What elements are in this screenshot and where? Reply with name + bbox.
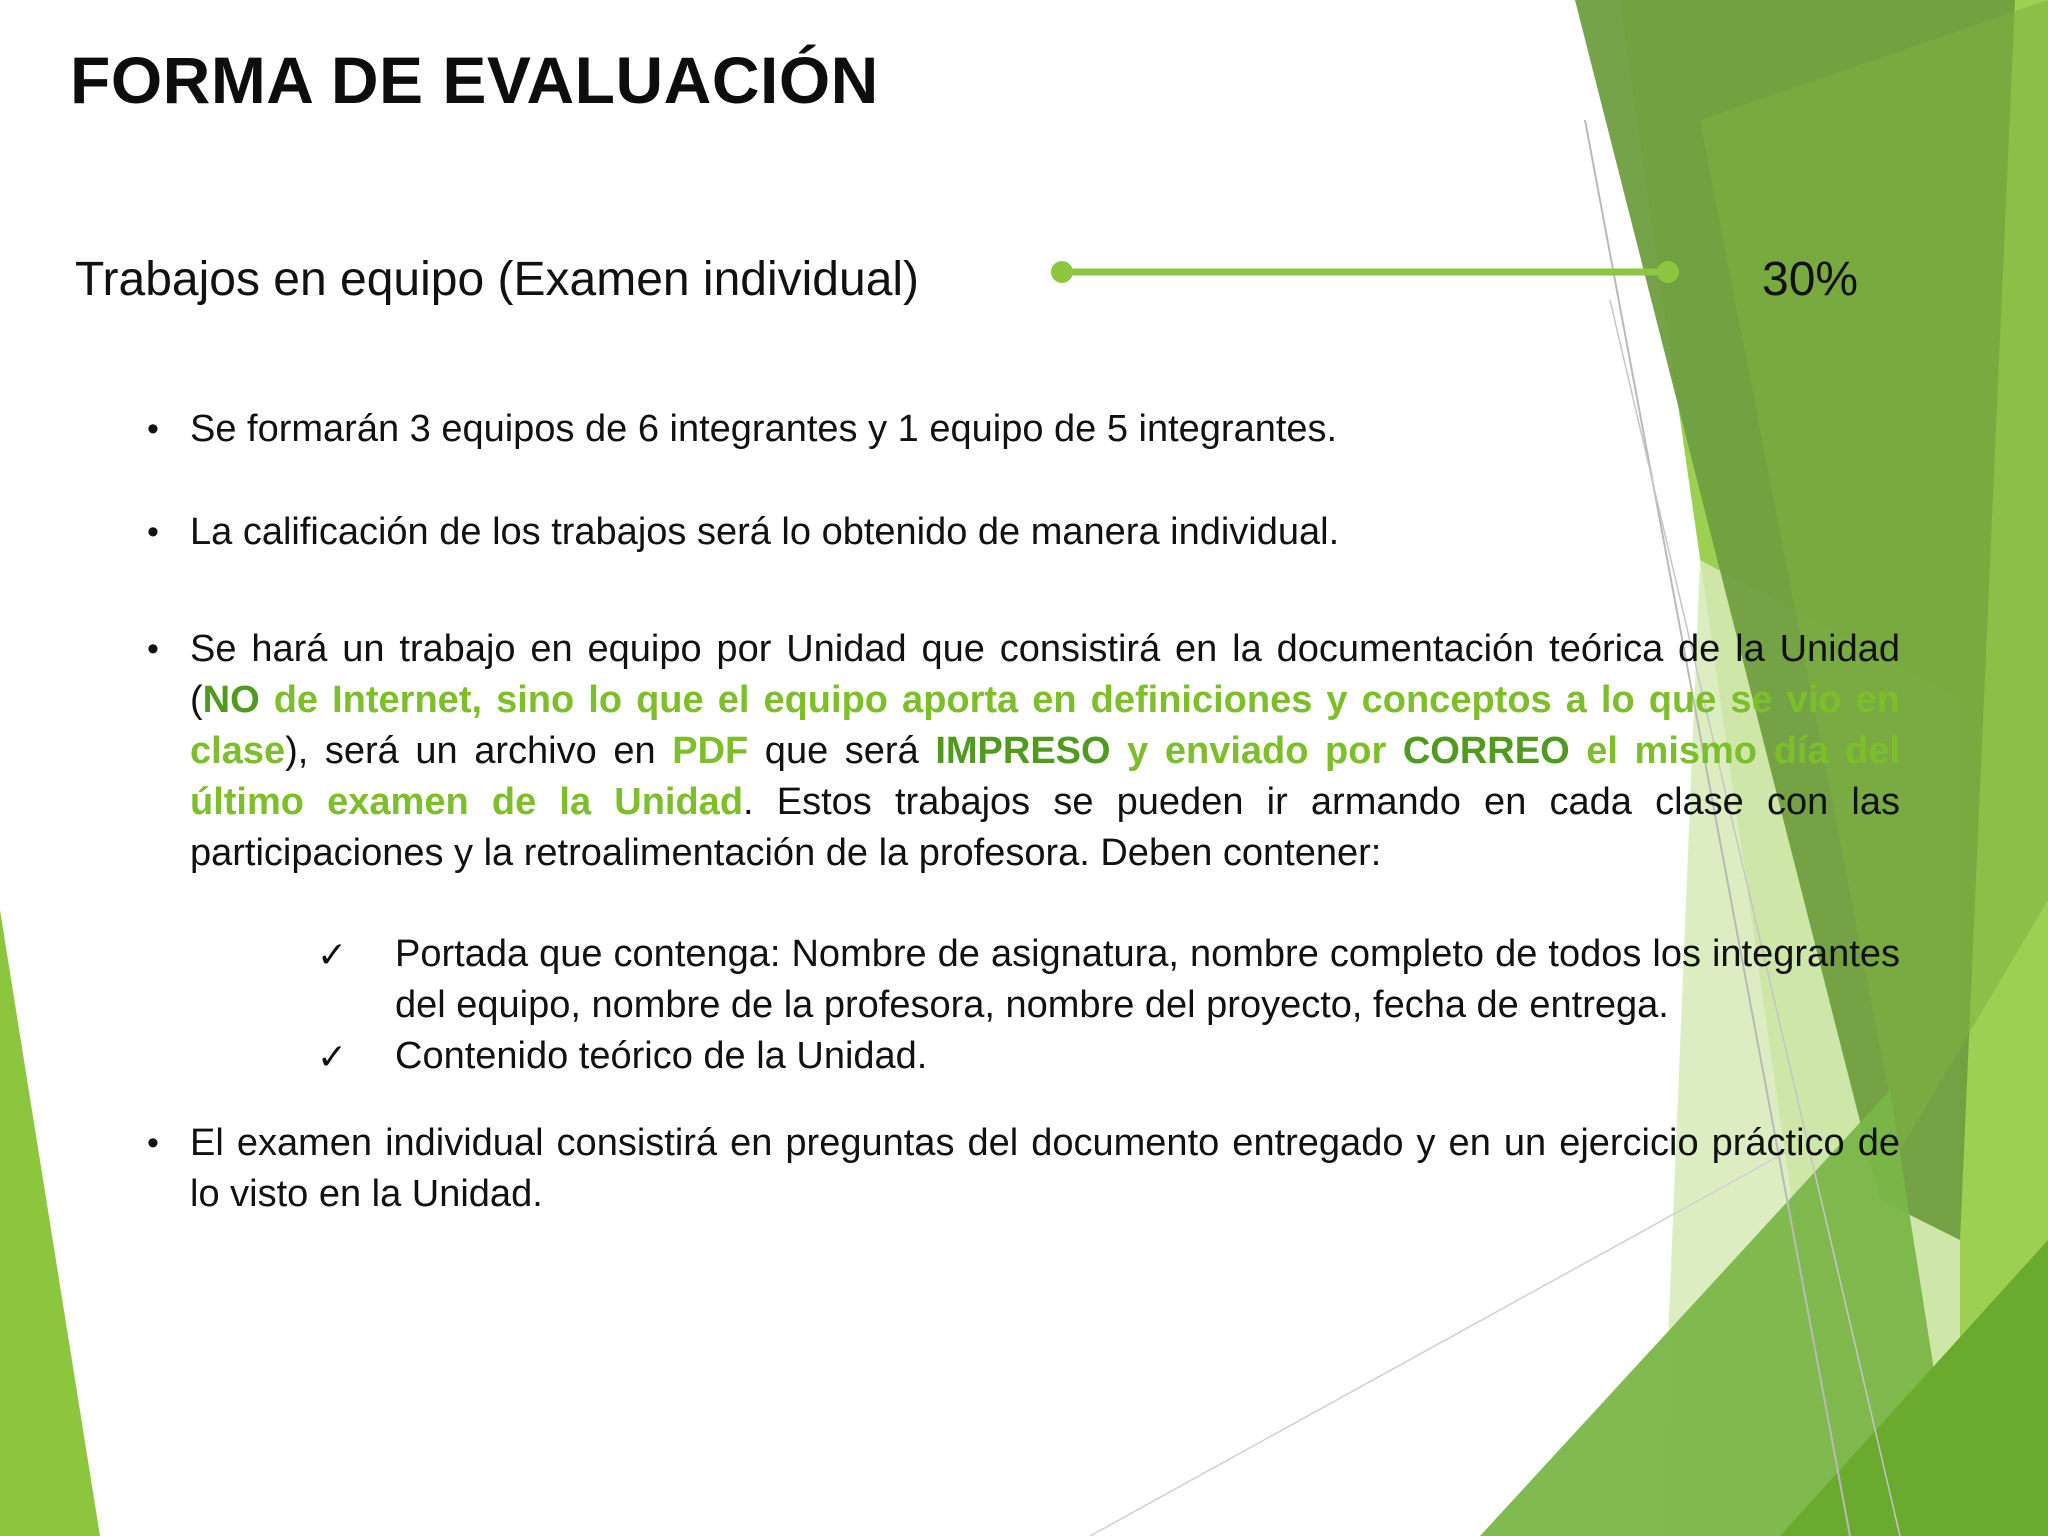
criterion-label: Trabajos en equipo (Examen individual) bbox=[75, 253, 920, 306]
highlight-impreso: IMPRESO bbox=[935, 730, 1111, 772]
bullet-list bbox=[145, 404, 1900, 1220]
bullet-item: • La calificación de los trabajos será lo obtenido de manera individual. bbox=[145, 507, 1900, 558]
checklist-item bbox=[317, 929, 1900, 1031]
text-segment: . Estos trabajos se pueden ir armando en cada clase con las participaciones y la retroalimentación de la profesora. Deben contener: bbox=[190, 781, 1900, 874]
checklist bbox=[190, 929, 1900, 1082]
highlight-enviado: y enviado por bbox=[1110, 730, 1403, 772]
text-segment: ), será un archivo en bbox=[285, 730, 673, 772]
text-segment: Se hará un trabajo en equipo por Unidad que consistirá en la documentación teórica de la Unidad ( bbox=[190, 628, 1900, 721]
criterion-weight: 30% bbox=[1762, 253, 1859, 306]
connector-end-dot bbox=[1657, 261, 1679, 283]
checklist-item bbox=[317, 1031, 1900, 1082]
bullet-item-team-work bbox=[145, 624, 1900, 1082]
connector-line bbox=[1050, 258, 1688, 286]
check-icon: ✓ bbox=[317, 1036, 348, 1077]
checklist-text: Contenido teórico de la Unidad. bbox=[395, 1035, 928, 1077]
connector-start-dot bbox=[1051, 261, 1073, 283]
check-icon: ✓ bbox=[317, 934, 348, 975]
text-segment: que será bbox=[748, 730, 936, 772]
highlight-deadline: el mismo día del último examen de la Unidad bbox=[190, 730, 1900, 823]
team-work-paragraph bbox=[190, 624, 1900, 879]
page-title: FORMA DE EVALUACIÓN bbox=[70, 43, 879, 117]
highlight-correo: CORREO bbox=[1402, 730, 1570, 772]
bullet-item: • El examen individual consistirá en preguntas del documento entregado y en un ejercicio práctico de lo visto en la Unidad. bbox=[145, 1118, 1900, 1220]
highlight-internet-note: de Internet, sino lo que el equipo aporta en definiciones y conceptos a lo que se vio en clase bbox=[190, 679, 1900, 772]
highlight-pdf: PDF bbox=[672, 730, 749, 772]
checklist-text: Portada que contenga: Nombre de asignatura, nombre completo de todos los integrantes del equipo, nombre de la profesora, nombre del proyecto, fecha de entrega. bbox=[395, 933, 1900, 1026]
bullet-item: • Se formarán 3 equipos de 6 integrantes y 1 equipo de 5 integrantes. bbox=[145, 404, 1900, 455]
highlight-no: NO bbox=[202, 679, 260, 721]
